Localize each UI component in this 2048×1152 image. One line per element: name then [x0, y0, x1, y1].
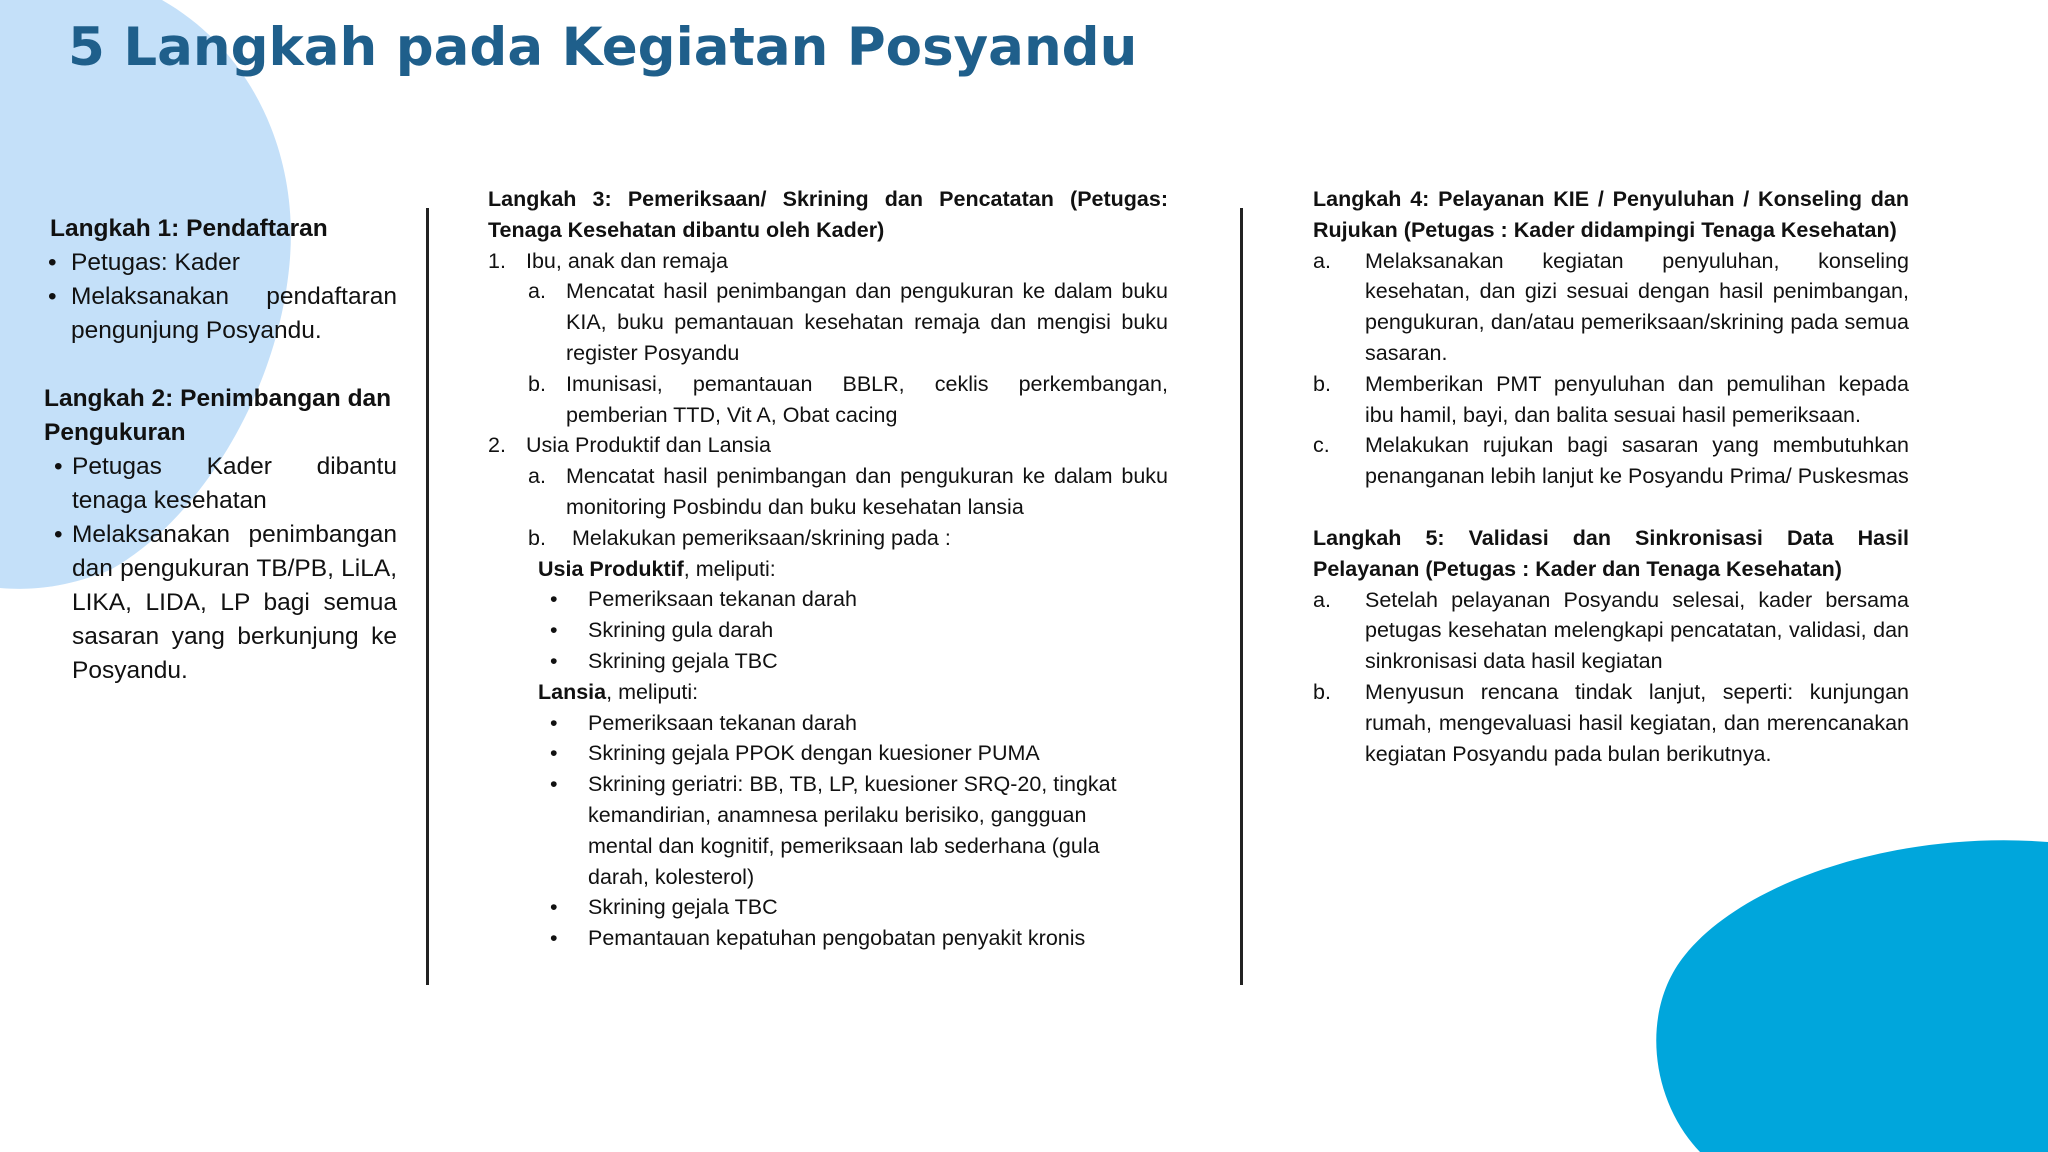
column-divider-right: [1240, 208, 1243, 985]
produktif-item: • Skrining gejala TBC: [488, 646, 1168, 677]
list-marker: b.: [1313, 679, 1331, 704]
list-marker: b.: [1313, 371, 1331, 396]
steps-4-5-column: [1313, 184, 1909, 769]
usia-produktif-label: Usia Produktif: [538, 556, 684, 581]
list-marker: a.: [1313, 248, 1331, 273]
list-item-text: Menyusun rencana tindak lanjut, seperti: kunjungan rumah, mengevaluasi hasil kegiatan, dan merencanakan kegiatan Posyandu pada bulan berikutnya.: [1365, 679, 1909, 766]
list-item-text: Melaksanakan kegiatan penyuluhan, konseling kesehatan, dan gizi sesuai dengan hasil penimbangan, pengukuran, dan/atau pemeriksaan/skrining pada semua sasaran.: [1365, 248, 1909, 365]
lansia-suffix: , meliputi:: [606, 679, 699, 704]
list-marker: a.: [1313, 587, 1331, 612]
lansia-item: • Skrining geriatri: BB, TB, LP, kuesioner SRQ-20, tingkat kemandirian, anamnesa perilaku berisiko, gangguan mental dan kognitif, pemeriksaan lab sederhana (gula darah, kolesterol): [488, 769, 1168, 892]
lansia-item: • Pemantauan kepatuhan pengobatan penyakit kronis: [488, 923, 1168, 954]
steps-1-2-column: [44, 212, 397, 688]
page-title: 5 Langkah pada Kegiatan Posyandu: [68, 17, 1138, 78]
usia-produktif-suffix: , meliputi:: [683, 556, 776, 581]
step3-group1-label: Ibu, anak dan remaja: [526, 248, 728, 273]
step3-heading: Langkah 3: Pemeriksaan/ Skrining dan Pencatatan (Petugas: Tenaga Kesehatan dibantu oleh Kader): [488, 187, 1168, 242]
step3-column: [488, 184, 1168, 954]
step2-bullet-kegiatan: • Melaksanakan penimbangan dan pengukuran TB/PB, LiLA, LIKA, LIDA, LP bagi semua sasaran yang berkunjung ke Posyandu.: [44, 518, 397, 688]
step4-item-b: [1313, 369, 1909, 431]
list-item-text: Melakukan rujukan bagi sasaran yang membutuhkan penanganan lebih lanjut ke Posyandu Prima/ Puskesmas: [1365, 433, 1909, 489]
step1-heading: Langkah 1: Pendaftaran: [50, 215, 328, 242]
lansia-item: • Pemeriksaan tekanan darah: [488, 708, 1168, 739]
step4-heading: Langkah 4: Pelayanan KIE / Penyuluhan / Konseling dan Rujukan (Petugas : Kader didampingi Tenaga Kesehatan): [1313, 187, 1909, 242]
column-divider-left: [426, 208, 429, 985]
step3-group1: [488, 246, 1168, 277]
list-marker: c.: [1313, 433, 1330, 458]
step3-group2-label: Usia Produktif dan Lansia: [526, 433, 772, 458]
step3-group2: [488, 430, 1168, 461]
step5-item-a: [1313, 585, 1909, 677]
list-item-text: Setelah pelayanan Posyandu selesai, kader bersama petugas kesehatan melengkapi pencatatan, validasi, dan sinkronisasi data hasil kegiatan: [1365, 587, 1909, 674]
step4-item-a: [1313, 246, 1909, 369]
list-item-text: Mencatat hasil penimbangan dan pengukuran ke dalam buku KIA, buku pemantauan kesehatan remaja dan mengisi buku register Posyandu: [566, 279, 1168, 365]
list-item-text: Mencatat hasil penimbangan dan pengukuran ke dalam buku monitoring Posbindu dan buku kesehatan lansia: [566, 464, 1168, 519]
step3-group2-number: 2.: [488, 433, 506, 458]
usia-produktif-subheading: [488, 554, 1168, 585]
lansia-subheading: [488, 677, 1168, 708]
lansia-item: • Skrining gejala TBC: [488, 892, 1168, 923]
list-item-text: Imunisasi, pemantauan BBLR, ceklis perkembangan, pemberian TTD, Vit A, Obat cacing: [566, 371, 1168, 427]
step3-group1-item-a: [488, 276, 1168, 368]
list-marker: a.: [528, 464, 546, 489]
step3-group2-item-a: [488, 461, 1168, 523]
lansia-item: • Skrining gejala PPOK dengan kuesioner PUMA: [488, 738, 1168, 769]
list-marker: a.: [528, 279, 546, 304]
list-item-text: Memberikan PMT penyuluhan dan pemulihan kepada ibu hamil, bayi, dan balita sesuai hasil pemeriksaan.: [1365, 371, 1909, 427]
right-blob-shape: [1656, 840, 2048, 1152]
step2-heading: Langkah 2: Penimbangan dan Pengukuran: [44, 385, 392, 446]
step1-bullet-petugas: • Petugas: Kader: [44, 246, 397, 280]
step3-group1-item-b: [488, 369, 1168, 431]
list-marker: b.: [528, 525, 546, 550]
produktif-item: • Skrining gula darah: [488, 615, 1168, 646]
lansia-label: Lansia: [538, 679, 607, 704]
step5-item-b: [1313, 677, 1909, 769]
step5-heading: Langkah 5: Validasi dan Sinkronisasi Data Hasil Pelayanan (Petugas : Kader dan Tenaga Kesehatan): [1313, 525, 1909, 581]
step3-group1-number: 1.: [488, 248, 506, 273]
step4-item-c: [1313, 430, 1909, 492]
produktif-item: • Pemeriksaan tekanan darah: [488, 584, 1168, 615]
step2-bullet-petugas: • Petugas Kader dibantu tenaga kesehatan: [44, 450, 397, 518]
step1-bullet-kegiatan: • Melaksanakan pendaftaran pengunjung Posyandu.: [44, 280, 397, 348]
list-marker: b.: [528, 371, 546, 396]
list-item-text: Melakukan pemeriksaan/skrining pada :: [566, 525, 951, 550]
step3-group2-item-b: [488, 523, 1168, 554]
